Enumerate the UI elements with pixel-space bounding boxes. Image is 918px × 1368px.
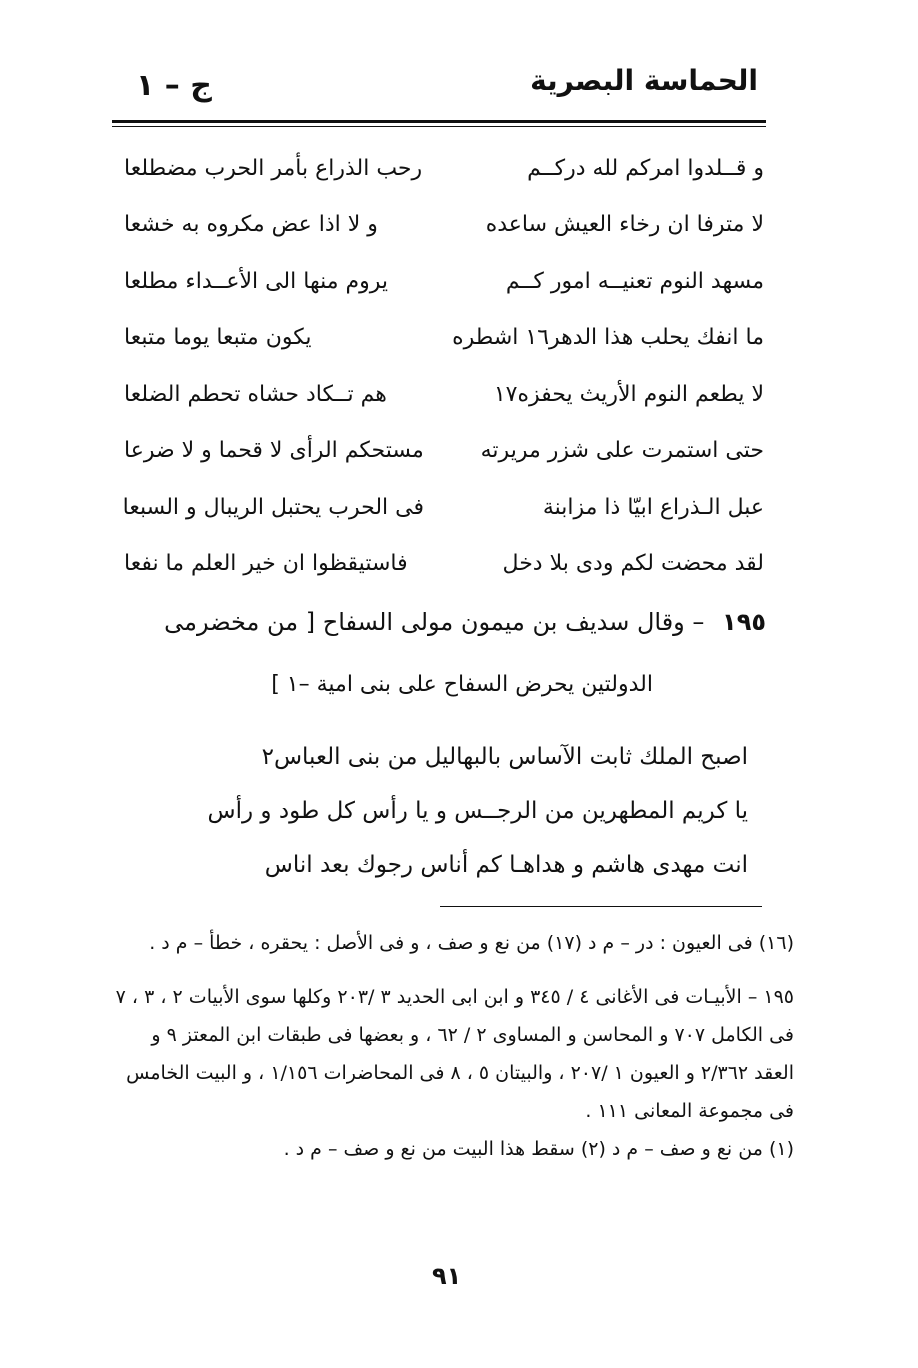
verse-second-half: فى الحرب يحتبل الريبال و السبعا [122, 494, 424, 520]
poem-first [124, 140, 764, 592]
footnote: (١) من نع و صف – م د (٢) سقط هذا البيت من نع و صف – م د . [283, 1138, 794, 1160]
verse-first-half: لا مترفا ان رخاء العيش ساعده [485, 212, 764, 238]
verse-second-half: يروم منها الى الأعــداء مطلعا [124, 268, 389, 294]
entry-heading-text: – وقال سديف بن ميمون مولى السفاح [ من مخضرمى [164, 608, 705, 636]
footnotes [114, 924, 794, 1168]
verse [124, 366, 764, 423]
verse-second-half: مستحكم الرأى لا قحما و لا ضرعا [124, 438, 424, 464]
verse [124, 536, 764, 593]
verse [124, 197, 764, 254]
verse-second-half: و لا اذا عض مكروه به خشعا [124, 212, 378, 238]
verse-first-half: لقد محضت لكم ودى بلا دخل [502, 551, 764, 577]
verse: اصبح الملك ثابت الآساس بالبهاليل من بنى العباس٢ [261, 744, 748, 770]
header-rule-thin [112, 126, 766, 127]
footnote-sources: ١٩٥ – الأبيـات فى الأغانى ٤ / ٣٤٥ و ابن ابى الحديد ٣ /٢٠٣ وكلها سوى الأبيات ٢ ، ٣ ، ٧ فى الكامل ٧٠٧ و المحاسن و المساوى ٢ / ٦٢ ، و بعضها فى طبقات ابن المعتز ٩ و العقد ٢/٣٦٢ و العيون ١ /٢٠٧ ، والبيتان ٥ ، ٨ فى المحاضرات ١/١٥٦ ، و البيت الخامس فى مجموعة المعانى ١١١ . [115, 986, 794, 1122]
footnote-rule [440, 906, 762, 907]
volume-label: ج – ١ [136, 68, 212, 103]
verse [124, 479, 764, 536]
verse [124, 253, 764, 310]
verse-second-half: يكون متبعا يوما متبعا [124, 325, 312, 351]
verse-first-half: مسهد النوم تعنيــه امور كــم [505, 268, 764, 294]
verse-first-half: حتى استمرت على شزر مريرته [480, 438, 764, 464]
verse-first-half: و قــلدوا امركم لله دركــم [527, 155, 764, 181]
verse-first-half: ما انفك يحلب هذا الدهر١٦ اشطره [452, 325, 764, 351]
header-rule [112, 120, 766, 123]
verse: انت مهدى هاشم و هداهـا كم أناس رجوك بعد اناس [264, 852, 748, 878]
entry-subheading: الدولتين يحرض السفاح على بنى امية –١ ] [271, 672, 653, 697]
verse: يا كريم المطهرين من الرجــس و يا رأس كل طود و رأس [207, 798, 748, 824]
verse-second-half: رحب الذراع بأمر الحرب مضطلعا [124, 155, 423, 181]
entry-heading [150, 600, 766, 644]
footnote: (١٦) فى العيون : در – م د (١٧) من نع و صف ، و فى الأصل : يحقره ، خطأ – م د . [149, 932, 794, 954]
verse-first-half: عبل الـذراع ابيّا ذا مزابنة [542, 494, 764, 520]
verse [124, 140, 764, 197]
verse [124, 423, 764, 480]
verse-second-half: فاستيقظوا ان خير العلم ما نفعا [124, 551, 408, 577]
verse-first-half: لا يطعم النوم الأريث يحفزه١٧ [493, 381, 764, 407]
page-number: ٩١ [432, 1262, 462, 1290]
entry-number: ١٩٥ [722, 608, 766, 636]
verse [124, 310, 764, 367]
verse-second-half: هم تــكاد حشاه تحطم الضلعا [124, 381, 387, 407]
running-title: الحماسة البصرية [530, 64, 758, 97]
poem-second [158, 730, 748, 892]
